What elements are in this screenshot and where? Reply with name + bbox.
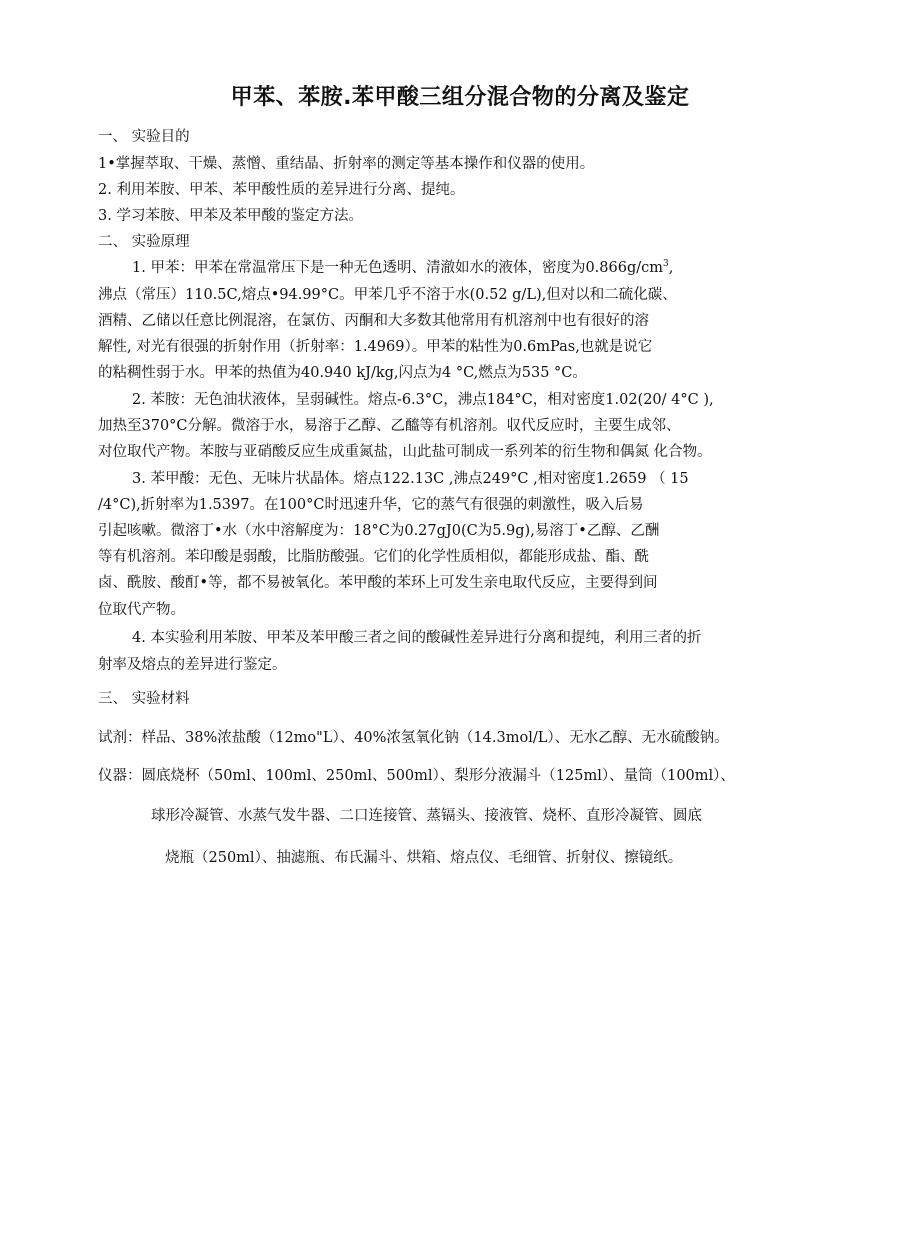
section-heading-principle: 二、 实验原理 [98,234,190,250]
principle-toluene-line-3: 酒精、乙储以任意比例混溶，在氯仿、丙酮和大多数其他常用有机溶剂中也有很好的溶 [98,313,649,329]
section-heading-materials: 三、 实验材料 [98,691,190,707]
reagents-line: 试剂：样品、38%浓盐酸（12mo"L）、40%浓氢氧化钠（14.3mol/L）、无水乙醇、无水硫酸钠。 [98,730,729,746]
principle-aniline-line-2: 加热至370°C分解。微溶于水，易溶于乙醇、乙醯等有机溶剂。収代反应时，主要生成邻、 [98,418,681,434]
principle-benzoic-line-5: 卤、酰胺、酸酊•等，都不易被氧化。苯甲酸的苯环上可发生亲电取代反应，主要得到间 [98,575,658,591]
objective-item-1: 1•掌握萃取、干燥、蒸憎、重结晶、折射率的测定等基本操作和仪器的使用。 [98,156,595,172]
cm-cubed-superscript: 3 [663,259,669,270]
section-heading-objectives: 一、 实验目的 [98,129,190,145]
principle-aniline-line-3: 对位取代产物。苯胺与亚硝酸反应生成重氮盐，山此盐可制成一系列苯的衍生物和偶氮 化合物。 [98,444,712,460]
principle-toluene-line-1 [132,258,673,278]
apparatus-line-2: 球形冷凝管、水蒸气发牛器、二口连接管、蒸镉头、接液管、烧杯、直形冷凝管、圆底 [151,808,702,824]
principle-toluene-line-5: 的粘稠性弱于水。甲苯的热值为40.940 kJ/kg,闪点为4 °C,燃点为535 °C。 [98,365,587,381]
document-title: 甲苯、苯胺.苯甲酸三组分混合物的分离及鉴定 [230,85,690,110]
principle-method-line-1: 4. 本实验利用苯胺、甲苯及苯甲酸三者之间的酸碱性差异进行分离和提纯，利用三者的折 [132,630,702,646]
principle-benzoic-line-2: /4°C),折射率为1.5397。在100°C时迅速升华，它的蒸气有很强的刺激性，吸入后易 [98,497,644,513]
principle-toluene-line-4: 解性, 对光有很强的折射作用（折射率：1.4969）。甲苯的粘性为0.6mPas,也就是说它 [98,339,653,355]
principle-aniline-line-1: 2. 苯胺：无色油状液体，呈弱碱性。熔点-6.3°C，沸点184°C，相对密度1.02(20/ 4°C ), [132,392,714,408]
objective-item-2: 2. 利用苯胺、甲苯、苯甲酸性质的差异进行分离、提纯。 [98,182,465,198]
principle-method-line-2: 射率及熔点的差异进行鉴定。 [98,657,287,673]
toluene-line-1-text: 1. 甲苯：甲苯在常温常压下是一种无色透明、清澈如水的液体，密度为0.866g/cm [132,260,663,276]
toluene-line-1-tail: , [668,260,674,276]
principle-toluene-line-2: 沸点（常压）110.5C,熔点•94.99°C。甲苯几乎不溶于水(0.52 g/L),但对以和二硫化碳、 [98,287,677,303]
apparatus-line-3: 烧瓶（250ml）、抽滤瓶、布氏漏斗、烘箱、熔点仪、毛细管、折射仪、擦镜纸。 [165,850,683,866]
apparatus-line-1: 仪器：圆底烧杯（50ml、100ml、250ml、500ml）、梨形分液漏斗（125ml）、量筒（100ml）、 [98,768,735,784]
objective-item-3: 3. 学习苯胺、甲苯及苯甲酸的鉴定方法。 [98,208,363,224]
principle-benzoic-line-3: 引起咳嗽。微溶丁•水（水中溶解度为：18°C为0.27gJ0(C为5.9g),易溶丁•乙醇、乙酬 [98,523,660,539]
principle-benzoic-line-4: 等有机溶剂。苯印酸是弱酸，比脂肪酸强。它们的化学性质相似，都能形成盐、酯、酰 [98,549,649,565]
principle-benzoic-line-1: 3. 苯甲酸：无色、无味片状晶体。熔点122.13C ,沸点249°C ,相对密度1.2659 （ 15 [132,471,689,487]
principle-benzoic-line-6: 位取代产物。 [98,602,185,618]
